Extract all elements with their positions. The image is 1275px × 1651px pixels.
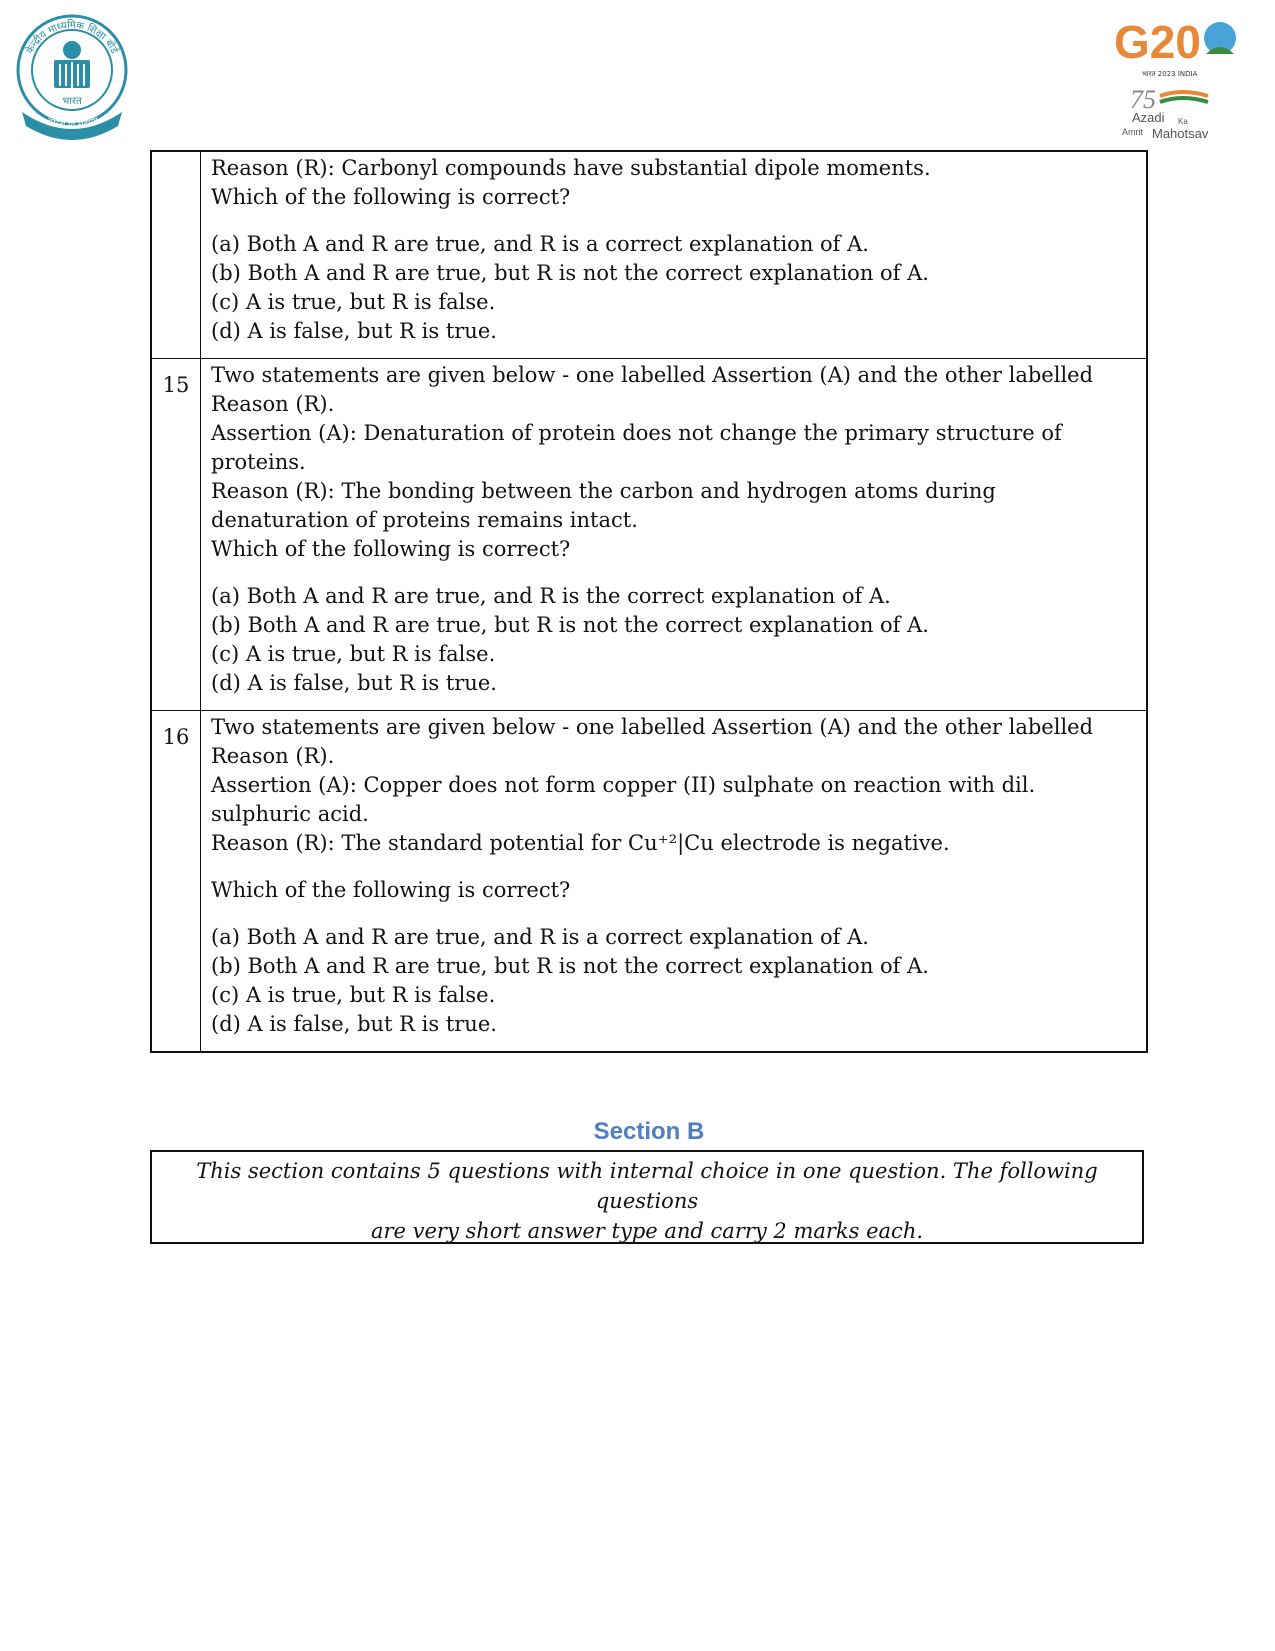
question-line: Assertion (A): Copper does not form copper (II) sulphate on reaction with dil. — [211, 773, 1036, 797]
g20-logo-text: G20 — [1114, 16, 1201, 68]
azadi-ka-text: Ka — [1178, 117, 1188, 126]
question-line: Two statements are given below - one labelled Assertion (A) and the other labelled — [211, 363, 1094, 387]
option-d: (d) A is false, but R is true. — [211, 671, 497, 695]
section-b-instructions — [150, 1150, 1144, 1244]
option-d: (d) A is false, but R is true. — [211, 1012, 497, 1036]
question-line: Which of the following is correct? — [211, 537, 571, 561]
option-b: (b) Both A and R are true, but R is not the correct explanation of A. — [211, 613, 929, 637]
question-body — [201, 711, 1148, 1053]
option-a: (a) Both A and R are true, and R is the correct explanation of A. — [211, 584, 891, 608]
question-line: Reason (R). — [211, 744, 335, 768]
cbse-logo-arc-text: केन्द्रीय माध्यमिक शिक्षा बोर्ड — [24, 19, 120, 56]
option-c: (c) A is true, but R is false. — [211, 290, 496, 314]
option-a: (a) Both A and R are true, and R is a correct explanation of A. — [211, 925, 869, 949]
question-row — [151, 711, 1147, 1053]
option-b: (b) Both A and R are true, but R is not the correct explanation of A. — [211, 261, 929, 285]
amrit-text: Amrit — [1122, 127, 1143, 137]
questions-table — [150, 150, 1148, 1053]
option-a: (a) Both A and R are true, and R is a correct explanation of A. — [211, 232, 869, 256]
question-line: Which of the following is correct? — [211, 185, 571, 209]
section-b-line: are very short answer type and carry 2 marks each. — [370, 1219, 924, 1243]
option-b: (b) Both A and R are true, but R is not the correct explanation of A. — [211, 954, 929, 978]
question-line: Reason (R): The standard potential for Cu⁺²|Cu electrode is negative. — [211, 831, 950, 855]
question-line: Assertion (A): Denaturation of protein does not change the primary structure of — [211, 421, 1062, 445]
question-line: Reason (R). — [211, 392, 335, 416]
question-prompt: Which of the following is correct? — [211, 878, 571, 902]
question-line: Reason (R): The bonding between the carbon and hydrogen atoms during — [211, 479, 996, 503]
cbse-logo — [12, 12, 132, 144]
amrit-75-text: 75 — [1130, 85, 1156, 114]
g20-sub-text: भारत 2023 INDIA — [1142, 70, 1198, 78]
question-number: 16 — [151, 711, 201, 1053]
question-body — [201, 151, 1148, 359]
question-line: denaturation of proteins remains intact. — [211, 508, 638, 532]
question-line: proteins. — [211, 450, 306, 474]
question-row — [151, 151, 1147, 359]
question-line: Two statements are given below - one labelled Assertion (A) and the other labelled — [211, 715, 1094, 739]
option-d: (d) A is false, but R is true. — [211, 319, 497, 343]
mahotsav-text: Mahotsav — [1152, 126, 1209, 141]
question-body — [201, 359, 1148, 711]
cbse-logo-motto: असतो मा सद्गमय — [43, 115, 101, 132]
option-c: (c) A is true, but R is false. — [211, 983, 496, 1007]
section-b-line: This section contains 5 questions with internal choice in one question. The following questions — [196, 1159, 1098, 1213]
g20-azadi-logo — [1112, 10, 1242, 142]
question-row — [151, 359, 1147, 711]
question-number — [151, 151, 201, 359]
question-number: 15 — [151, 359, 201, 711]
option-c: (c) A is true, but R is false. — [211, 642, 496, 666]
question-line: Reason (R): Carbonyl compounds have substantial dipole moments. — [211, 156, 931, 180]
cbse-logo-center-text: भारत — [62, 96, 82, 107]
section-b-title: Section B — [593, 1118, 705, 1145]
azadi-text: Azadi — [1132, 110, 1165, 125]
question-line: sulphuric acid. — [211, 802, 369, 826]
